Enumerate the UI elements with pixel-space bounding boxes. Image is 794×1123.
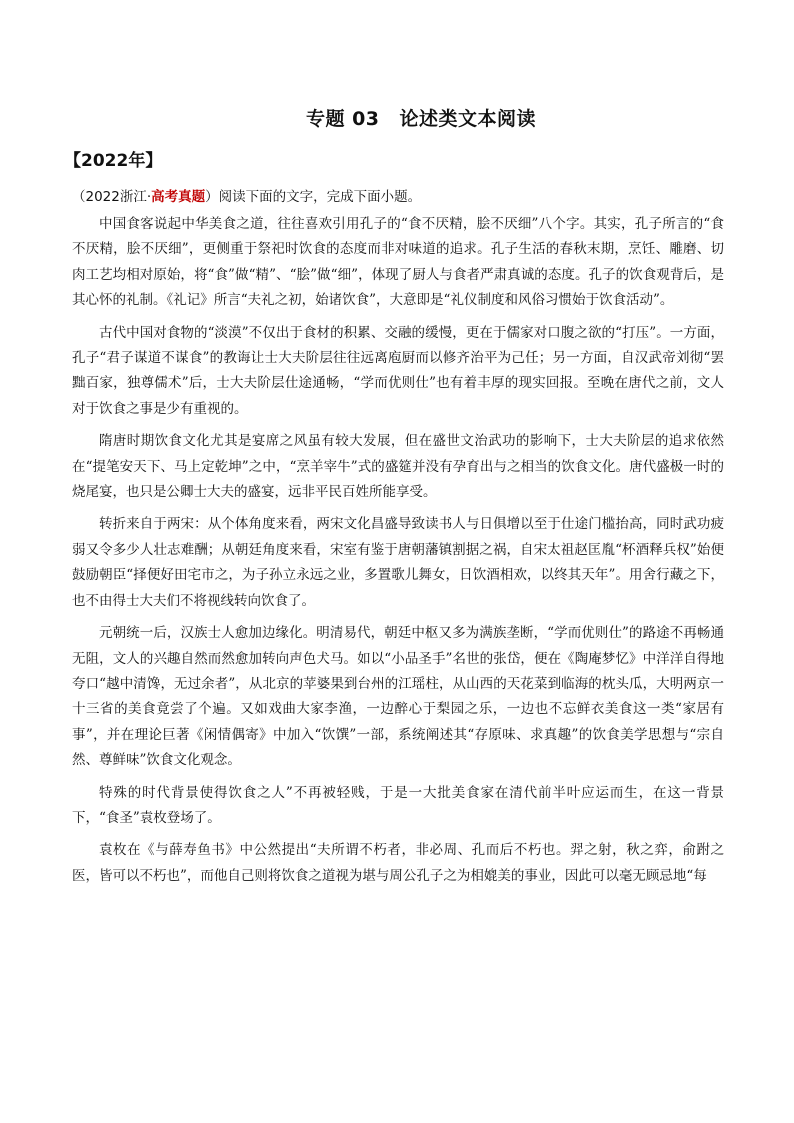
source-highlight: 高考真题 xyxy=(151,189,206,205)
paragraph-1: 中国食客说起中华美食之道，往往喜欢引用孔子的“食不厌精，脍不厌细”八个字。其实，孔子所言的“食不厌精，脍不厌细”，更侧重于祭祀时饮食的态度而非对味道的追求。孔子生活的春秋末期，烹饪、雕磨、切肉工艺均相对原始，将“食”做“精”、“脍”做“细”，体现了厨人与食者严肃真诚的态度。孔子的饮食观背后，是其心怀的礼制。《礼记》所言“夫礼之初，始诸饮食”，大意即是“礼仪制度和风俗习惯始于饮食活动”。 xyxy=(72,216,724,309)
question-source-line xyxy=(72,185,421,205)
title-topic-name: 论述类文本阅读 xyxy=(399,108,537,130)
paragraph-4: 转折来自于两宋：从个体角度来看，两宋文化昌盛导致读书人与日俱增以至于仕途门槛抬高，同时武功疲弱又令多少人壮志难酬；从朝廷角度来看，宋室有鉴于唐朝藩镇割据之祸，自宋太祖赵匡胤“杯酒释兵权”始便鼓励朝臣“择便好田宅市之，为子孙立永远之业，多置歌儿舞女，日饮酒相欢，以终其天年”。用舍行藏之下，也不由得士大夫们不将视线转向饮食了。 xyxy=(72,516,724,609)
page-title xyxy=(0,104,794,131)
paragraph-2: 古代中国对食物的“淡漠”不仅出于食材的积累、交融的缓慢，更在于儒家对口腹之欲的“打压”。一方面，孔子“君子谋道不谋食”的教诲让士大夫阶层往往远离庖厨而以修齐治平为己任；另一方面，自汉武帝刘彻“罢黜百家，独尊儒术”后，士大夫阶层仕途通畅，“学而优则仕”也有着丰厚的现实回报。至晚在唐代之前，文人对于饮食之事是少有重视的。 xyxy=(72,324,724,417)
paragraph-7: 袁枚在《与薛寿鱼书》中公然提出“夫所谓不朽者，非必周、孔而后不朽也。羿之射，秋之弈，俞跗之医，皆可以不朽也”，而他自己则将饮食之道视为堪与周公孔子之为相媲美的事业，因此可以毫无顾忌地“每 xyxy=(72,842,724,884)
source-suffix: ）阅读下面的文字，完成下面小题。 xyxy=(205,189,422,205)
year-heading: 【2022年】 xyxy=(64,151,163,171)
article-body xyxy=(72,212,724,896)
source-prefix: （2022浙江· xyxy=(72,189,152,205)
title-topic-number: 专题 03 xyxy=(305,108,380,130)
paragraph-3: 隋唐时期饮食文化尤其是宴席之风虽有较大发展，但在盛世文治武功的影响下，士大夫阶层的追求依然在“提笔安天下、马上定乾坤”之中，“烹羊宰牛”式的盛筵并没有孕育出与之相当的饮食文化。唐代盛极一时的烧尾宴，也只是公卿士大夫的盛宴，远非平民百姓所能享受。 xyxy=(72,433,724,501)
paragraph-5: 元朝统一后，汉族士人愈加边缘化。明清易代，朝廷中枢又多为满族垄断，“学而优则仕”的路途不再畅通无阻，文人的兴趣自然而然愈加转向声色犬马。如以“小品圣手”名世的张岱，便在《陶庵梦忆》中洋洋自得地夸口“越中清馋，无过余者”，从北京的苹婆果到台州的江瑶柱，从山西的天花菜到临海的枕头瓜，大明两京一十三省的美食竟尝了个遍。又如戏曲大家李渔，一边醉心于梨园之乐，一边也不忘鲜衣美食这一类“家居有事”，并在理论巨著《闲情偶寄》中加入“饮馔”一部，系统阐述其“存原味、求真趣”的饮食美学思想与“宗自然、尊鲜味”饮食文化观念。 xyxy=(72,625,724,769)
paragraph-6: 特殊的时代背景使得饮食之人”不再被轻贱，于是一大批美食家在清代前半叶应运而生，在这一背景下，“食圣”袁枚登场了。 xyxy=(72,784,724,826)
